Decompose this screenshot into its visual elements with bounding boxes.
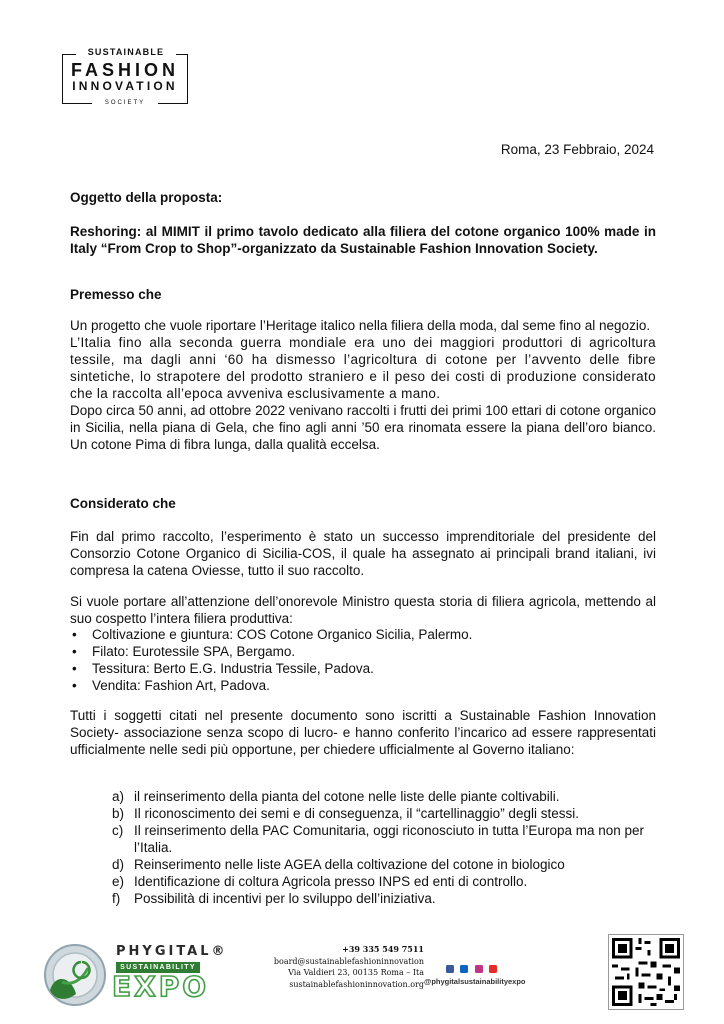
list-item: • Tessitura: Berto E.G. Industria Tessile, Padova. bbox=[70, 660, 656, 677]
linkedin-icon[interactable] bbox=[460, 965, 468, 973]
contact-block bbox=[272, 944, 424, 990]
list-item bbox=[112, 788, 658, 805]
list-text: Reinserimento nelle liste AGEA della coltivazione del cotone in biologico bbox=[134, 857, 565, 872]
list-item bbox=[112, 890, 658, 907]
logo-line3: INNOVATION bbox=[72, 79, 178, 93]
logo-line1: SUSTAINABLE bbox=[76, 46, 176, 58]
premesso-body bbox=[70, 317, 656, 453]
list-item bbox=[112, 873, 658, 890]
list-letter: c) bbox=[112, 823, 124, 838]
list-item bbox=[112, 822, 658, 856]
list-text: Identificazione di coltura Agricola presso INPS ed enti di controllo. bbox=[134, 874, 528, 889]
letter-date: Roma, 23 Febbraio, 2024 bbox=[500, 142, 654, 157]
premesso-paragraph-1: Un progetto che vuole riportare l’Heritage italico nella filiera della moda, dal seme fino al negozio. bbox=[70, 318, 651, 333]
list-item: • Vendita: Fashion Art, Padova. bbox=[70, 677, 656, 694]
instagram-icon[interactable] bbox=[475, 965, 483, 973]
considerato-paragraph-2: Si vuole portare all’attenzione dell’onorevole Ministro questa storia di filiera agricola, mettendo al suo cospetto l’intera filiera produttiva: bbox=[70, 594, 656, 626]
list-letter: e) bbox=[112, 874, 125, 889]
brand-line3: EXPO bbox=[112, 970, 210, 1003]
phygital-expo-logo bbox=[36, 934, 228, 1014]
premesso-paragraph-2: L’Italia fino alla seconda guerra mondiale era uno dei maggiori produttori di agricoltura tessile, ma dagli anni ‘60 ha dismesso l’agricoltura di cotone per l’avvento delle fibre sintetiche, lo strapotere del prodotto straniero e il peso dei costi di produzione considerato che la raccolta all’epoca avveniva esclusivamente a mano. bbox=[70, 335, 656, 401]
brand-line2: SUSTAINABILITY bbox=[116, 962, 200, 973]
premesso-paragraph-3: Dopo circa 50 anni, ad ottobre 2022 venivano raccolti i frutti dei primi 100 ettari di cotone organico in Sicilia, nella piana di Gela, che fino agli anni ’50 era rinomata essere la piana dell’oro bianco. Un cotone Pima di fibra lunga, dalla qualità eccelsa. bbox=[70, 403, 656, 452]
list-text: Possibilità di incentivi per lo sviluppo dell’iniziativa. bbox=[134, 891, 436, 906]
list-text: Il reinserimento della PAC Comunitaria, oggi riconosciuto in tutta l’Europa ma non per l’Italia. bbox=[134, 823, 645, 855]
qr-code-icon bbox=[608, 934, 684, 1010]
list-item bbox=[112, 805, 658, 822]
logo-line2: FASHION bbox=[70, 60, 179, 80]
considerato-heading: Considerato che bbox=[70, 496, 176, 511]
list-letter: a) bbox=[112, 789, 125, 804]
list-item bbox=[112, 856, 658, 873]
youtube-icon[interactable] bbox=[489, 965, 497, 973]
facebook-icon[interactable] bbox=[446, 965, 454, 973]
list-letter: b) bbox=[112, 806, 125, 821]
premesso-heading: Premesso che bbox=[70, 287, 162, 302]
list-text: il reinserimento della pianta del cotone nelle liste delle piante coltivabili. bbox=[134, 789, 560, 804]
considerato-paragraph-3: Tutti i soggetti citati nel presente documento sono iscritti a Sustainable Fashion Innovation Society- associazione senza scopo di lucro- e hanno conferito l’incarico ad essere rappresentati ufficialmente nelle sedi più opportune, per chiedere ufficialmente al Governo italiano: bbox=[70, 708, 656, 757]
list-letter: f) bbox=[112, 891, 121, 906]
contact-email: board@sustainablefashioninnovation bbox=[273, 956, 424, 966]
supply-chain-list bbox=[70, 626, 656, 694]
list-letter: d) bbox=[112, 857, 125, 872]
brand-line1: PHYGITAL® bbox=[116, 944, 228, 959]
logo-line4: SOCIETY bbox=[92, 98, 158, 108]
requests-list bbox=[112, 788, 658, 907]
contact-phone: +39 335 549 7511 bbox=[342, 944, 424, 954]
subject-label: Oggetto della proposta: bbox=[70, 190, 223, 205]
considerato-paragraph-1: Fin dal primo raccolto, l’esperimento è stato un successo imprenditoriale del presidente del Consorzio Cotone Organico di Sicilia-COS, il quale ha assegnato ai principali brand italiani, ivi compresa la catena Oviesse, tutto il suo raccolto. bbox=[70, 529, 656, 578]
contact-website: sustainablefashioninnovation.org bbox=[289, 979, 424, 989]
list-text: Il riconoscimento dei semi e di conseguenza, il “cartellinaggio” degli stessi. bbox=[134, 806, 579, 821]
sfis-logo bbox=[62, 46, 190, 106]
social-icons bbox=[446, 960, 520, 970]
subject-title: Reshoring: al MIMIT il primo tavolo dedicato alla filiera del cotone organico 100% made in Italy “From Crop to Shop”-organizzato da Sustainable Fashion Innovation Society. bbox=[70, 224, 656, 256]
list-item: • Filato: Eurotessile SPA, Bergamo. bbox=[70, 643, 656, 660]
contact-address: Via Valdieri 23, 00135 Roma – Ita bbox=[288, 968, 424, 977]
list-item: • Coltivazione e giuntura: COS Cotone Organico Sicilia, Palermo. bbox=[70, 626, 656, 643]
social-handle: @phygitalsustainabilityexpo bbox=[424, 977, 526, 986]
globe-leaf-icon bbox=[42, 942, 108, 1008]
